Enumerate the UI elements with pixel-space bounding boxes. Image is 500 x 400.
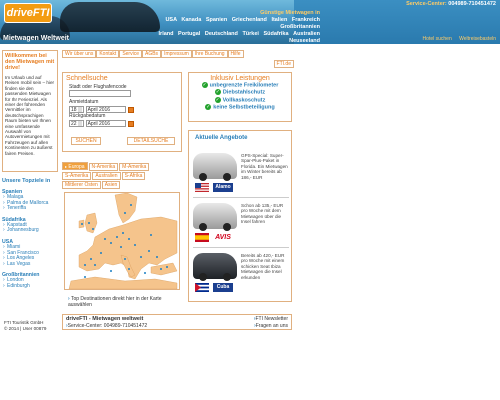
top-destinations-title: Unsere Topziele in bbox=[2, 178, 51, 184]
destination-city[interactable]: › Edinburgh bbox=[2, 284, 58, 290]
newsletter-link[interactable] bbox=[254, 316, 288, 322]
region-tab-n-amerika[interactable]: N-Amerika bbox=[89, 163, 119, 171]
car-wheel bbox=[223, 273, 231, 281]
country-link[interactable]: Irland bbox=[158, 31, 174, 37]
region-tab-mittlerer-osten[interactable]: Mittlerer Osten bbox=[62, 181, 101, 189]
welcome-title: Willkommen bei den Mietwagen mit drive! bbox=[5, 53, 55, 71]
tab-impressum[interactable]: Impressum bbox=[161, 50, 192, 58]
service-item bbox=[189, 97, 291, 104]
faq-link-text: Fragen an uns bbox=[255, 323, 288, 329]
quick-search-box bbox=[62, 72, 182, 152]
chevron-down-icon bbox=[78, 121, 82, 126]
map-caption bbox=[62, 296, 182, 308]
pickup-day-select[interactable] bbox=[69, 106, 84, 113]
country-links bbox=[120, 10, 320, 45]
cuba-flag-icon bbox=[195, 283, 209, 292]
return-label: Rückgabedatum bbox=[69, 113, 106, 119]
check-icon: ✓ bbox=[202, 82, 207, 88]
service-item-label: Vollkaskoschutz bbox=[222, 97, 266, 104]
alamo-logo: Alamo bbox=[213, 183, 233, 192]
header-sub-links bbox=[417, 36, 496, 42]
welcome-text: Im Urlaub und auf Reisen mobil sein – hier finden sie den passenden Mietwagen für Ihr Ferienziel. Als einer der führenden Vermittler im deutschsprachigen Raum bieten wir Ihnen eine umfassende Auswahl von Autovermietungen mit Fahrzeugen auf allen Kontinenten zu äußerst fairen Preisen. bbox=[5, 75, 55, 156]
chevron-down-icon bbox=[78, 107, 82, 112]
offer-item[interactable] bbox=[193, 251, 291, 297]
current-offers-box bbox=[188, 130, 292, 302]
top-destinations bbox=[2, 178, 58, 290]
car-wheel bbox=[223, 173, 231, 181]
search-button[interactable]: SUCHEN bbox=[71, 137, 101, 145]
calendar-icon[interactable] bbox=[128, 107, 134, 113]
car-wheel bbox=[223, 223, 231, 231]
arrow-icon: › bbox=[254, 323, 256, 329]
country-link[interactable]: Italien bbox=[271, 17, 288, 23]
destination-city[interactable]: › Miami bbox=[2, 245, 58, 251]
region-tab-europa[interactable] bbox=[62, 162, 88, 170]
destination-city[interactable]: › San Francisco bbox=[2, 251, 58, 257]
pickup-month-select[interactable] bbox=[86, 106, 126, 113]
region-tab-australien[interactable]: Australien bbox=[92, 172, 120, 180]
country-link[interactable]: Türkei bbox=[242, 31, 259, 37]
footer-service bbox=[66, 323, 147, 329]
tab-kontakt[interactable]: Kontakt bbox=[96, 50, 119, 58]
destination-city[interactable]: › Las Vegas bbox=[2, 262, 58, 268]
country-link[interactable]: Spanien bbox=[205, 17, 228, 23]
current-offers-title: Aktuelle Angebote bbox=[195, 135, 248, 141]
footer-title: driveFTI - Mietwagen weltweit bbox=[66, 316, 144, 322]
region-tab-s-afrika[interactable]: S-Afrika bbox=[122, 172, 146, 180]
header-nav-panel bbox=[291, 0, 500, 44]
folder-icon: ▸ bbox=[65, 164, 68, 169]
region-tabs-row-2 bbox=[62, 172, 182, 181]
check-icon: ✓ bbox=[215, 96, 220, 103]
newsletter-link-text: FTI Newsletter bbox=[255, 316, 288, 322]
service-item bbox=[189, 89, 291, 96]
return-day-value: 22 bbox=[71, 121, 77, 127]
divider bbox=[193, 197, 289, 198]
usa-flag-icon bbox=[195, 183, 209, 192]
country-link[interactable]: Deutschland bbox=[204, 31, 238, 37]
europe-map-graphic bbox=[65, 193, 179, 289]
tab-agbs[interactable]: AGBs bbox=[142, 50, 161, 58]
offer-item[interactable] bbox=[193, 151, 291, 197]
copyright bbox=[4, 320, 46, 331]
destination-city[interactable]: › Johannesburg bbox=[2, 228, 58, 234]
check-icon: ✓ bbox=[215, 89, 220, 96]
tab-hilfe[interactable]: Hilfe bbox=[228, 50, 244, 58]
country-link[interactable]: Südafrika bbox=[263, 31, 289, 37]
inclusive-services-box bbox=[188, 72, 292, 122]
service-item bbox=[189, 82, 291, 89]
check-icon: ✓ bbox=[206, 104, 211, 111]
offer-text: Bereits ab 420,- EUR pro Woche mit einem schicken Seat Ibiza Mietwagen die Insel erkunden bbox=[241, 253, 285, 280]
pickup-label: Anmietdatum bbox=[69, 99, 99, 105]
top-tab-bar bbox=[62, 50, 294, 68]
city-label: Stadt oder Flughafencode bbox=[69, 84, 127, 90]
inclusive-services-title: Inklusiv Leistungen bbox=[210, 75, 270, 82]
destination-city[interactable]: › Los Angeles bbox=[2, 256, 58, 262]
pickup-date-row bbox=[63, 106, 181, 113]
country-link[interactable]: USA bbox=[165, 17, 177, 23]
link-hotel-suchen[interactable]: Hotel suchen bbox=[422, 36, 452, 42]
destination-city[interactable]: › Teneriffa bbox=[2, 206, 58, 212]
pickup-day-value: 18 bbox=[71, 107, 77, 113]
region-tabs-row-3 bbox=[62, 181, 182, 190]
welcome-box bbox=[2, 50, 58, 172]
car-wheel bbox=[199, 173, 207, 181]
arrow-icon: › bbox=[68, 296, 70, 302]
faq-link[interactable] bbox=[254, 323, 288, 329]
tab-fti-de[interactable]: FTI.de bbox=[274, 60, 294, 68]
country-link[interactable]: Frankreich bbox=[291, 17, 320, 23]
calendar-icon[interactable] bbox=[128, 121, 134, 127]
arrow-icon: › bbox=[66, 323, 68, 329]
service-item bbox=[189, 104, 291, 111]
arrow-icon: › bbox=[253, 316, 256, 322]
header-title: Mietwagen Weltweit bbox=[3, 35, 69, 42]
offer-text: GPS-Special: Super-Spar-Plus-Paket in Florida. Ein Mietwagen im Winter bereits ab 186,- EUR bbox=[241, 153, 288, 180]
footer-box bbox=[62, 314, 292, 330]
city-input[interactable] bbox=[69, 90, 131, 97]
car-wheel bbox=[199, 273, 207, 281]
destination-country[interactable]: Spanien bbox=[2, 189, 23, 195]
offer-item[interactable] bbox=[193, 201, 291, 247]
destination-country[interactable]: Südafrika bbox=[2, 216, 26, 223]
region-tabs-row-1 bbox=[62, 162, 182, 172]
service-item-label: Diebstahlschutz bbox=[222, 89, 266, 96]
detail-search-button[interactable]: DETAILSUCHE bbox=[127, 137, 175, 145]
left-sidebar bbox=[2, 50, 58, 290]
destination-city[interactable]: › London bbox=[2, 278, 58, 284]
divider bbox=[193, 247, 289, 248]
countries-intro: Günstige Mietwagen in bbox=[260, 10, 320, 16]
region-tab-s-amerika[interactable]: S-Amerika bbox=[62, 172, 91, 180]
footer-service-text: Service-Center: 004989-710451472 bbox=[67, 323, 148, 329]
service-item-label: keine Selbstbeteiligung bbox=[213, 104, 275, 111]
quick-search-title: Schnellsuche bbox=[66, 75, 108, 82]
region-tab-asien[interactable]: Asien bbox=[102, 181, 121, 189]
destination-city[interactable]: › Palma de Mallorca bbox=[2, 201, 58, 207]
service-center bbox=[406, 1, 496, 7]
country-link[interactable]: Kanada bbox=[181, 17, 202, 23]
destination-country[interactable]: Großbritannien bbox=[2, 272, 40, 279]
copyright-company: FTI Touristik GmbH bbox=[4, 320, 44, 325]
country-link[interactable]: Australien bbox=[293, 31, 320, 37]
country-link[interactable]: Neuseeland bbox=[289, 38, 320, 44]
cuba-brand-logo: Cuba bbox=[213, 283, 233, 292]
tab-row-2 bbox=[274, 60, 294, 70]
return-date-row bbox=[63, 120, 181, 127]
region-selector bbox=[62, 162, 182, 302]
car-wheel bbox=[199, 223, 207, 231]
service-center-label: Service-Center: bbox=[406, 1, 447, 7]
destination-city[interactable]: › Malaga bbox=[2, 195, 58, 201]
tab-service[interactable]: Service bbox=[119, 50, 142, 58]
return-day-select[interactable] bbox=[69, 120, 84, 127]
service-center-phone: 004989-710451472 bbox=[448, 1, 496, 7]
offer-text: Schon ab 135,- EUR pro Woche mit dem Mietwagen über die Insel fahren bbox=[241, 203, 284, 225]
europe-map[interactable] bbox=[64, 192, 180, 290]
service-item-label: unbegrenzte Freikilometer bbox=[209, 82, 279, 89]
copyright-user: © 2014 | User 00879 bbox=[4, 325, 47, 331]
return-month-value: April 2016 bbox=[87, 121, 111, 127]
site-logo[interactable]: driveFTI bbox=[4, 3, 52, 23]
destination-city[interactable]: › Kapstadt bbox=[2, 223, 58, 229]
destination-country[interactable]: USA bbox=[2, 238, 13, 245]
country-link[interactable]: Griechenland bbox=[231, 17, 267, 23]
region-tab-label: Europa bbox=[68, 164, 85, 170]
link-weltreise[interactable]: Weltreisebasteln bbox=[459, 36, 496, 42]
return-month-select[interactable] bbox=[86, 120, 126, 127]
country-link[interactable]: Portugal bbox=[178, 31, 201, 37]
tab-wir-ueber-uns[interactable]: Wir über uns bbox=[62, 50, 96, 58]
country-link[interactable]: Großbritannien bbox=[280, 24, 320, 30]
avis-logo: AVIS bbox=[215, 234, 231, 241]
map-caption-text: Top Destinationen direkt hier in der Karte auswählen bbox=[68, 296, 162, 308]
spain-flag-icon bbox=[195, 233, 209, 242]
region-tab-m-amerika[interactable]: M-Amerika bbox=[119, 163, 149, 171]
pickup-month-value: April 2016 bbox=[87, 107, 111, 113]
tab-ihre-buchung[interactable]: Ihre Buchung bbox=[192, 50, 228, 58]
